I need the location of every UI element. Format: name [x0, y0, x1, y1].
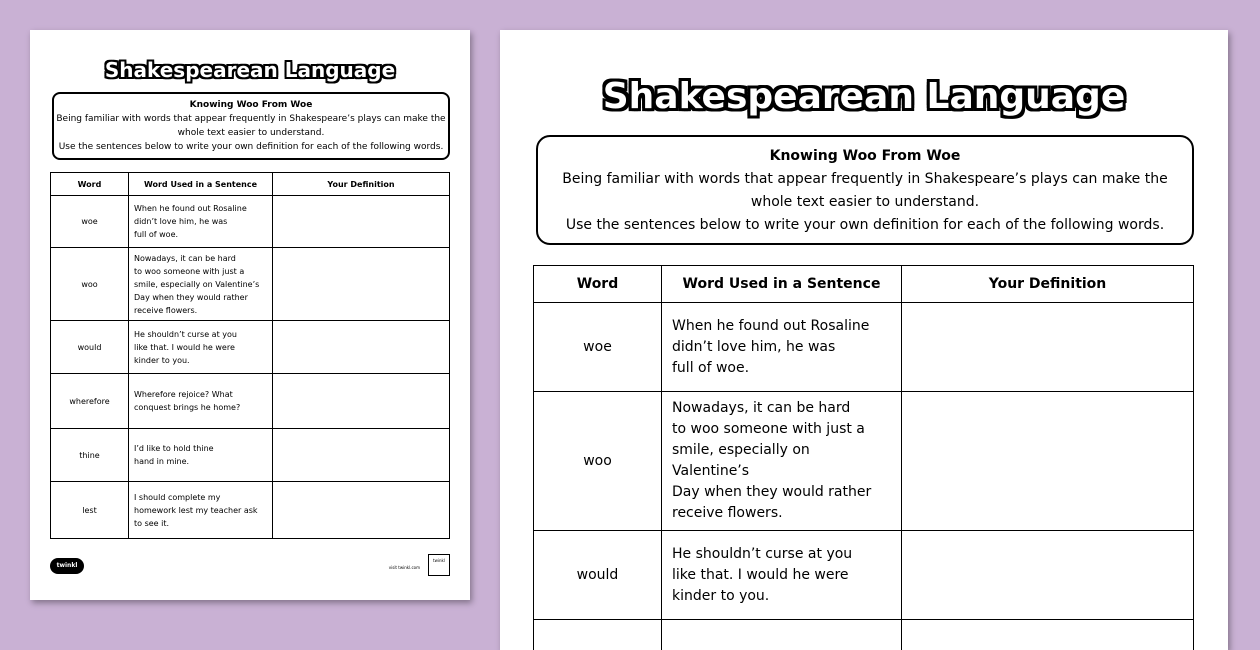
worksheet-preview-small — [30, 30, 470, 600]
intro-line-1: Being familiar with words that appear frequently in Shakespeare’s plays can make the — [538, 168, 1192, 191]
table-row — [51, 196, 450, 248]
intro-heading: Knowing Woo From Woe — [538, 145, 1192, 168]
definition-cell[interactable] — [902, 620, 1194, 650]
sentence-cell — [662, 303, 902, 392]
sentence-line: like that. I would he were — [134, 341, 267, 354]
column-header-definition: Your Definition — [273, 173, 450, 196]
sentence-line: kinder to you. — [672, 586, 891, 607]
page-title: Shakespearean Language — [30, 58, 470, 82]
definition-cell[interactable] — [273, 321, 450, 374]
sentence-line: to woo someone with just a — [672, 419, 891, 440]
word-cell: woo — [51, 248, 129, 321]
sentence-cell — [129, 374, 273, 429]
word-cell: woo — [534, 392, 662, 531]
sentence-line: I should complete my — [134, 491, 267, 504]
definition-cell[interactable] — [273, 482, 450, 539]
definition-cell[interactable] — [902, 303, 1194, 392]
table-row — [51, 482, 450, 539]
definition-cell[interactable] — [273, 429, 450, 482]
table-row — [51, 374, 450, 429]
sentence-cell — [129, 196, 273, 248]
sentence-cell — [129, 321, 273, 374]
sentence-line: He shouldn’t curse at you — [672, 544, 891, 565]
word-cell: woe — [534, 303, 662, 392]
column-header-word: Word — [51, 173, 129, 196]
sentence-line: didn’t love him, he was — [134, 215, 267, 228]
definition-cell[interactable] — [902, 531, 1194, 620]
intro-line-3: Use the sentences below to write your own definition for each of the following words. — [538, 214, 1192, 237]
sentence-cell — [662, 620, 902, 650]
intro-box — [52, 92, 450, 160]
footer-badge: twinkl — [428, 554, 450, 576]
sentence-line: receive flowers. — [672, 503, 891, 524]
intro-line-2: whole text easier to understand. — [538, 191, 1192, 214]
sentence-line: He shouldn’t curse at you — [134, 328, 267, 341]
table-row — [51, 321, 450, 374]
sentence-line: like that. I would he were — [672, 565, 891, 586]
word-cell: thine — [51, 429, 129, 482]
word-table — [533, 265, 1194, 650]
sentence-cell — [662, 531, 902, 620]
twinkl-logo: twinkl — [50, 558, 84, 574]
worksheet-zoomed — [500, 30, 1228, 650]
sentence-line: kinder to you. — [134, 354, 267, 367]
sentence-line: to see it. — [134, 517, 267, 530]
definition-cell[interactable] — [273, 196, 450, 248]
table-row — [51, 248, 450, 321]
definition-cell[interactable] — [273, 374, 450, 429]
sentence-cell — [129, 248, 273, 321]
sentence-line: smile, especially on Valentine’s — [134, 278, 267, 291]
word-cell: would — [534, 531, 662, 620]
intro-heading: Knowing Woo From Woe — [54, 98, 448, 112]
sentence-cell — [662, 392, 902, 531]
table-row — [51, 429, 450, 482]
page-footer — [50, 554, 450, 580]
sentence-line: full of woe. — [672, 358, 891, 379]
sentence-line: to woo someone with just a — [134, 265, 267, 278]
sentence-line: full of woe. — [134, 228, 267, 241]
definition-cell[interactable] — [902, 392, 1194, 531]
table-row — [534, 303, 1194, 392]
word-cell: wherefore — [51, 374, 129, 429]
intro-line-2: whole text easier to understand. — [54, 126, 448, 140]
table-row — [534, 531, 1194, 620]
footer-site: visit twinkl.com — [389, 565, 420, 570]
sentence-cell — [129, 429, 273, 482]
sentence-line: Wherefore rejoice? What — [134, 388, 267, 401]
word-cell — [534, 620, 662, 650]
page-title: Shakespearean Language — [500, 76, 1228, 117]
table-row — [534, 392, 1194, 531]
table-row — [534, 620, 1194, 650]
sentence-line: conquest brings he home? — [134, 401, 267, 414]
sentence-line: When he found out Rosaline — [134, 202, 267, 215]
word-cell: lest — [51, 482, 129, 539]
sentence-line: When he found out Rosaline — [672, 316, 891, 337]
definition-cell[interactable] — [273, 248, 450, 321]
sentence-line: homework lest my teacher ask — [134, 504, 267, 517]
intro-line-1: Being familiar with words that appear frequently in Shakespeare’s plays can make the — [54, 112, 448, 126]
sentence-line: Nowadays, it can be hard — [134, 252, 267, 265]
word-cell: woe — [51, 196, 129, 248]
column-header-word: Word — [534, 266, 662, 303]
intro-box — [536, 135, 1194, 245]
column-header-sentence: Word Used in a Sentence — [129, 173, 273, 196]
sentence-line: hand in mine. — [134, 455, 267, 468]
sentence-line: Day when they would rather — [672, 482, 891, 503]
sentence-line: receive flowers. — [134, 304, 267, 317]
word-cell: would — [51, 321, 129, 374]
column-header-sentence: Word Used in a Sentence — [662, 266, 902, 303]
intro-line-3: Use the sentences below to write your own definition for each of the following words. — [54, 140, 448, 154]
sentence-line: Nowadays, it can be hard — [672, 398, 891, 419]
sentence-cell — [129, 482, 273, 539]
sentence-line: I’d like to hold thine — [134, 442, 267, 455]
word-table — [50, 172, 450, 539]
sentence-line: Day when they would rather — [134, 291, 267, 304]
column-header-definition: Your Definition — [902, 266, 1194, 303]
sentence-line: didn’t love him, he was — [672, 337, 891, 358]
sentence-line: smile, especially on Valentine’s — [672, 440, 891, 482]
